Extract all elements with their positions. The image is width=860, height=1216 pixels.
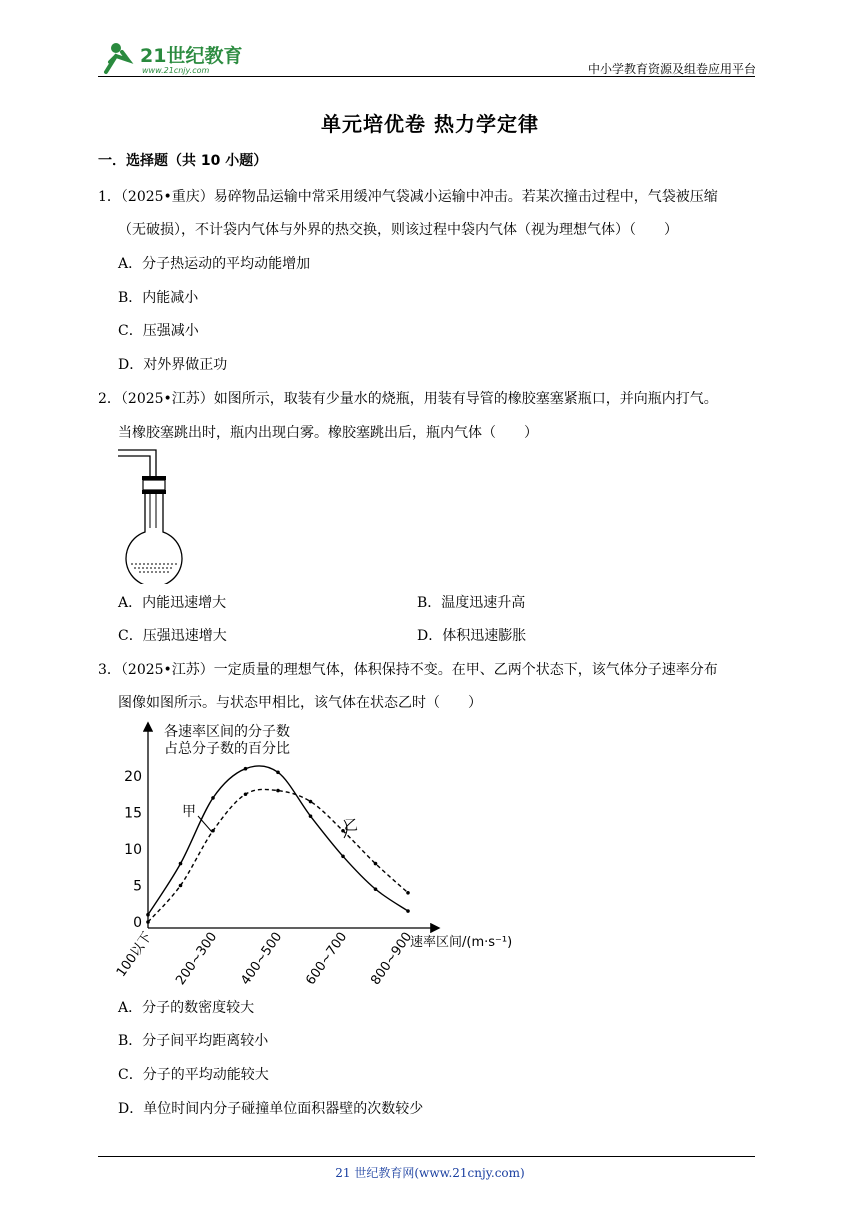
x-tick-label: 200~300 — [173, 929, 221, 988]
y-tick-label: 5 — [133, 878, 142, 895]
section-heading: 一．选择题（共 10 小题） — [98, 153, 268, 169]
x-axis-label: 速率区间/(m·s⁻¹) — [410, 935, 513, 950]
data-point — [341, 855, 345, 859]
data-point — [276, 771, 280, 775]
series-leader-jia — [198, 816, 212, 832]
q3-line2: 图像如图所示。与状态甲相比，该气体在状态乙时（ ） — [118, 695, 482, 711]
q1-option-c[interactable]: C．压强减小 — [118, 323, 199, 339]
x-tick-label: 800~900 — [368, 929, 416, 988]
q3-option-c[interactable]: C．分子的平均动能较大 — [118, 1067, 269, 1083]
q2-line1: 2．（2025•江苏）如图所示，取装有少量水的烧瓶，用装有导管的橡胶塞塞紧瓶口，并向瓶内打气。 — [98, 391, 718, 407]
y-tick-label: 15 — [124, 805, 142, 822]
data-point — [146, 920, 150, 924]
data-point — [211, 796, 215, 800]
data-point — [179, 862, 183, 866]
page-title: 单元培优卷 热力学定律 — [321, 112, 539, 136]
data-point — [309, 800, 313, 804]
q1-option-a[interactable]: A．分子热运动的平均动能增加 — [118, 256, 311, 272]
q3-option-b[interactable]: B．分子间平均距离较小 — [118, 1033, 269, 1049]
q2-line2: 当橡胶塞跳出时，瓶内出现白雾。橡胶塞跳出后，瓶内气体（ ） — [118, 425, 538, 441]
header-divider — [98, 76, 755, 77]
q1-option-b[interactable]: B．内能减小 — [118, 290, 199, 306]
y-axis-label-line2: 占总分子数的百分比 — [164, 741, 290, 757]
data-point — [374, 862, 378, 866]
y-tick-label: 20 — [124, 769, 142, 785]
x-tick-label: 100以下 — [113, 929, 156, 980]
series-label-jia: 甲 — [182, 804, 196, 820]
q1-line1: 1．（2025•重庆）易碎物品运输中常采用缓冲气袋减小运输中冲击。若某次撞击过程中，气袋被压缩 — [98, 189, 718, 205]
q2-option-d[interactable]: D．体积迅速膨胀 — [417, 628, 527, 644]
platform-name: 中小学教育资源及组卷应用平台 — [587, 62, 756, 76]
series-label-yi: 乙 — [344, 818, 358, 834]
x-tick-label: 600~700 — [303, 929, 351, 988]
y-tick-label: 0 — [133, 915, 142, 931]
q2-option-a[interactable]: A．内能迅速增大 — [118, 595, 227, 611]
series-line-jia — [148, 766, 408, 915]
data-point — [374, 887, 378, 891]
footer-text: 21 世纪教育网(www.21cnjy.com) — [335, 1166, 525, 1180]
y-axis-label-line1: 各速率区间的分子数 — [164, 724, 290, 740]
q2-option-b[interactable]: B．温度迅速升高 — [417, 595, 526, 611]
q3-line1: 3．（2025•江苏）一定质量的理想气体，体积保持不变。在甲、乙两个状态下，该气体分子速率分布 — [98, 662, 718, 678]
flask-diagram — [112, 444, 202, 588]
data-point — [406, 891, 410, 895]
q3-option-d[interactable]: D．单位时间内分子碰撞单位面积器壁的次数较少 — [118, 1101, 424, 1117]
data-point — [309, 814, 313, 818]
footer-divider — [98, 1156, 755, 1157]
y-tick-label: 10 — [124, 842, 142, 858]
velocity-distribution-chart — [108, 716, 538, 992]
data-point — [276, 789, 280, 793]
q1-line2: （无破损），不计袋内气体与外界的热交换，则该过程中袋内气体（视为理想气体）（ ） — [118, 222, 678, 238]
logo-url: www.21cnjy.com — [142, 66, 210, 75]
q1-option-d[interactable]: D．对外界做正功 — [118, 357, 228, 373]
q3-option-a[interactable]: A．分子的数密度较大 — [118, 1000, 255, 1016]
logo-text: 21世纪教育 — [140, 45, 243, 67]
x-tick-label: 400~500 — [238, 929, 286, 988]
q2-option-c[interactable]: C．压强迅速增大 — [118, 628, 227, 644]
data-point — [179, 884, 183, 888]
data-point — [244, 792, 248, 796]
logo — [96, 38, 256, 78]
data-point — [244, 767, 248, 771]
data-point — [146, 913, 150, 917]
data-point — [406, 909, 410, 913]
